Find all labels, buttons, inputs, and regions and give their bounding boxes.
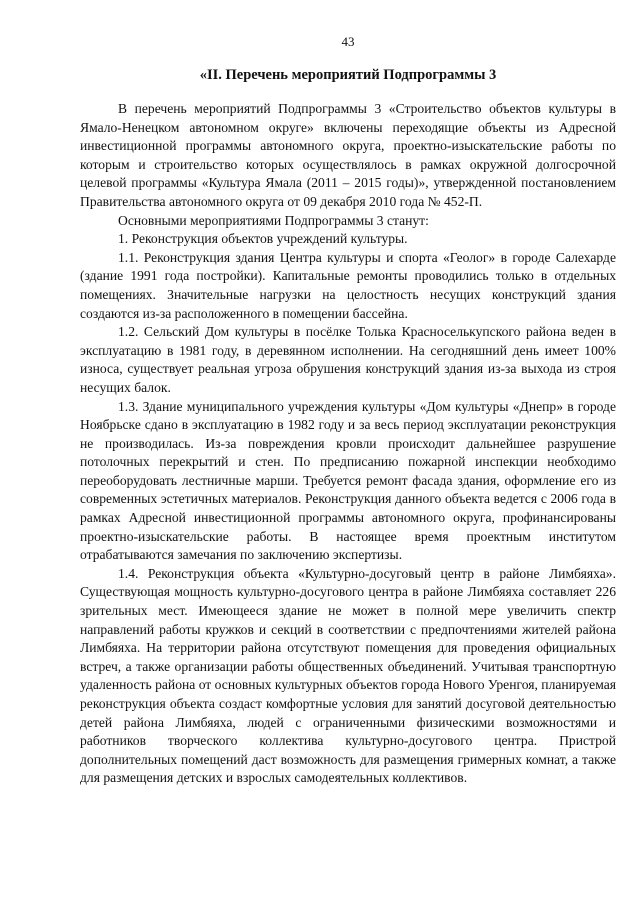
paragraph-item-1-3: 1.3. Здание муниципального учреждения культуры «Дом культуры «Днепр» в городе Ноябрьске сдано в эксплуатацию в 1982 году и за весь период эксплуатации реконструкция не производилась. Из-за повреждения кровли происходит дальнейшее разрушение потолочных перекрытий и стен. По предписанию пожарной инспекции необходимо переоборудовать лестничные марши. Требуется ремонт фасада здания, оформление его из современных эстетичных материалов. Реконструкция данного объекта ведется с 2006 года в рамках Адресной инвестиционной программы автономного округа, профинансированы проектно-изыскательские работы. В настоящее время проектным институтом отрабатываются замечания по заключению экспертизы. bbox=[80, 398, 616, 563]
paragraph-item-1-4: 1.4. Реконструкция объекта «Культурно-досуговый центр в районе Лимбяяха». Существующая мощность культурно-досугового центра в районе Лимбяяха составляет 226 зрительных мест. Имеющееся здание не может в полной мере увеличить спектр направлений работы кружков и секций в соответствии с предпочтениями жителей района Лимбяяха. На территории района отсутствуют помещения для проведения официальных встреч, а также организации работы общественных объединений. Учитывая транспортную удаленность района от основных культурных объектов города Нового Уренгоя, планируемая реконструкция объекта создаст комфортные условия для занятий досуговой деятельностью детей района Лимбяяха, людей с ограниченными физическими возможностями и работников творческого коллектива культурно-досугового центра. Пристрой дополнительных помещений даст возможность для размещения гримерных комнат, а также для размещения детских и взрослых самодеятельных коллективов. bbox=[80, 565, 617, 786]
page-number: 43 bbox=[341, 34, 355, 49]
document-page bbox=[80, 0, 616, 905]
paragraph-item-1-1: 1.1. Реконструкция здания Центра культуры и спорта «Геолог» в городе Салехарде (здание 1991 года постройки). Капитальные ремонты проводились только в отдельных помещениях. Значительные нагрузки на целостность несущих конструкций здания создаются из-за расположенного в помещении бассейна. bbox=[80, 249, 616, 321]
paragraph-item-1: 1. Реконструкция объектов учреждений культуры. bbox=[118, 231, 408, 247]
paragraph-main-measures: Основными мероприятиями Подпрограммы 3 станут: bbox=[118, 212, 429, 228]
paragraph-intro: В перечень мероприятий Подпрограммы 3 «Строительство объектов культуры в Ямало-Ненецком автономном округе» включены переходящие объекты из Адресной инвестиционной программы автономного округа, проектно-изыскательские работы по которым и строительство которых осуществлялось в рамках окружной долгосрочной целевой программы «Культура Ямала (2011 – 2015 годы)», утвержденной постановлением Правительства автономного округа от 09 декабря 2010 года № 452-П. bbox=[80, 101, 616, 209]
section-heading: «II. Перечень мероприятий Подпрограммы 3 bbox=[199, 67, 497, 83]
paragraph-item-1-2: 1.2. Сельский Дом культуры в посёлке Толька Красноселькупского района веден в эксплуатацию в 1981 году, в деревянном исполнении. На сегодняшний день имеет 100% износа, существует реальная угроза обрушения конструкций здания из-за выхода из строя несущих балок. bbox=[80, 324, 616, 395]
document-body bbox=[80, 100, 616, 788]
